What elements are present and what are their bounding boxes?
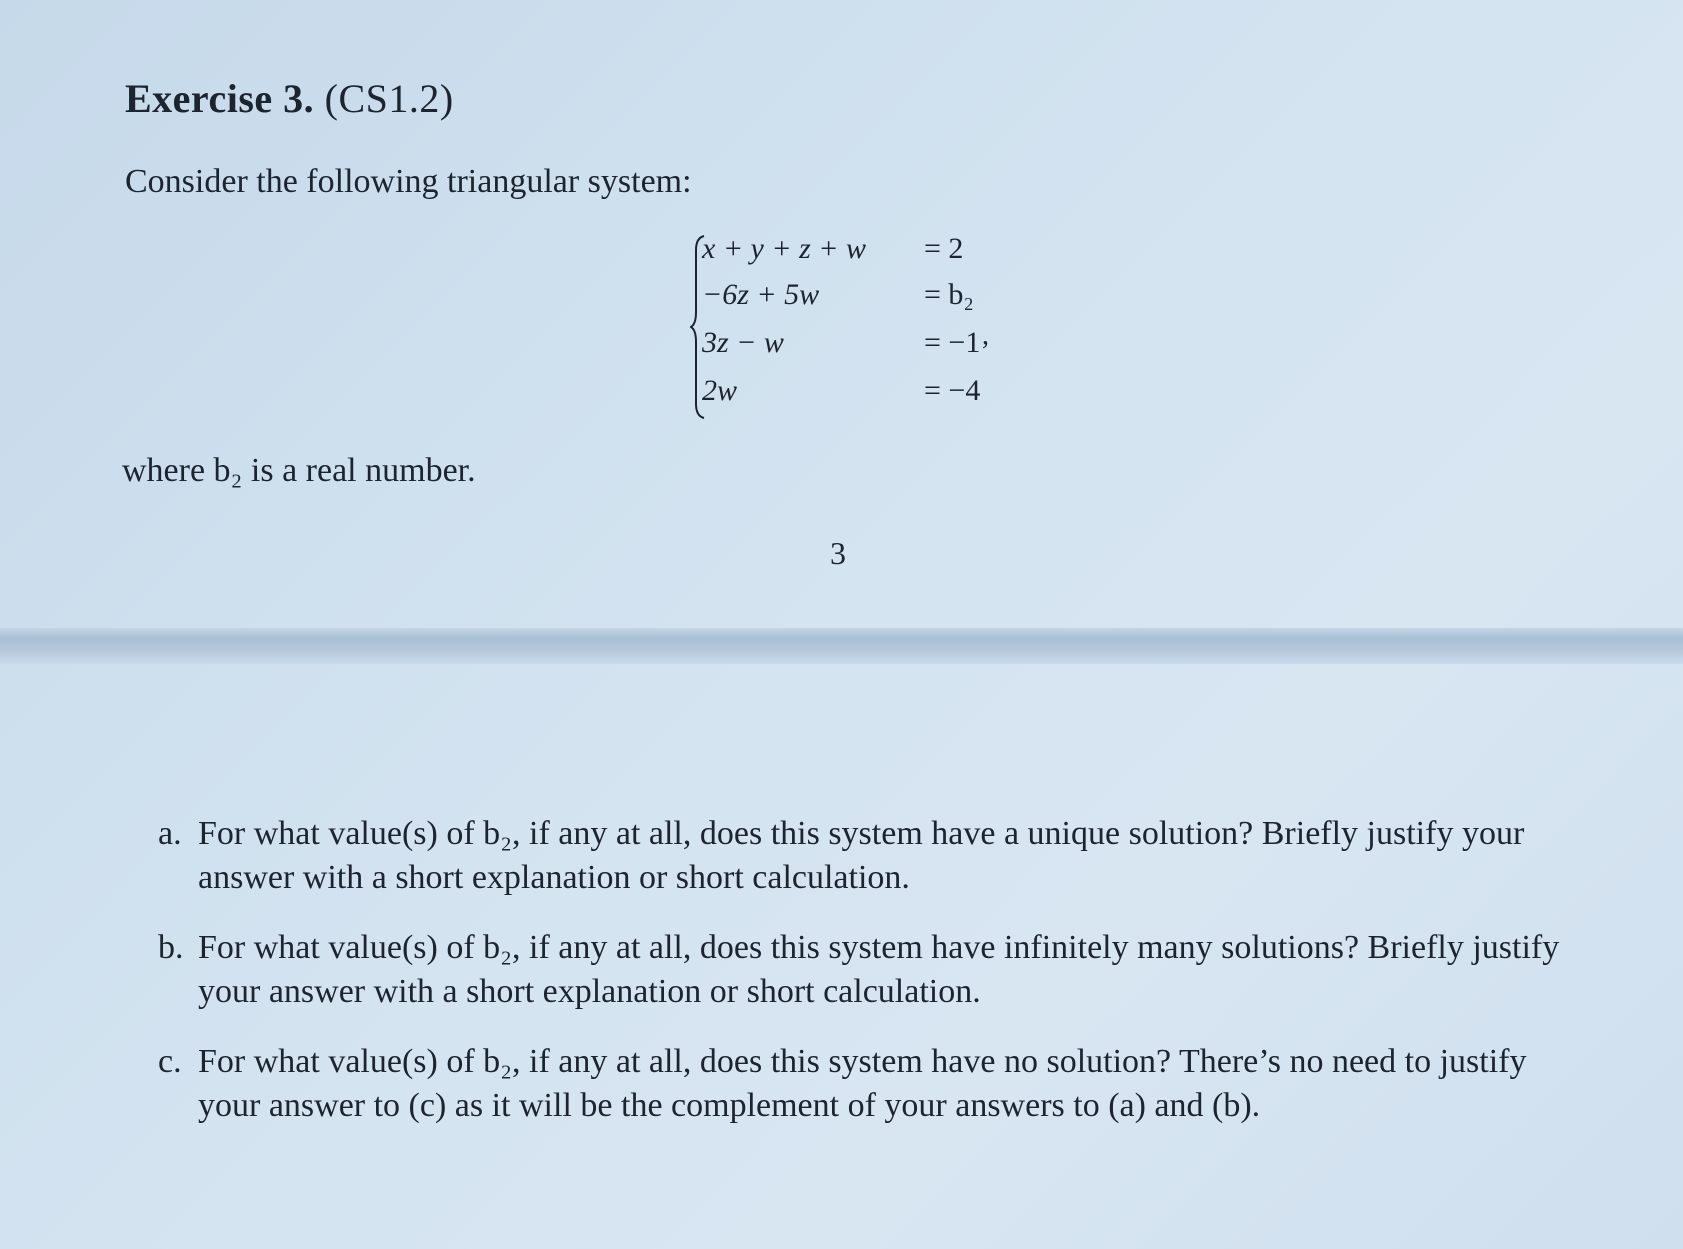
question-a [150, 812, 1580, 900]
question-list [150, 812, 1580, 1154]
question-letter: a. [158, 815, 182, 852]
equation-rhs: = 2 [924, 232, 964, 265]
equation-system [690, 232, 1020, 422]
equation-lhs: −6z + 5w [702, 278, 820, 311]
exercise-label: Exercise 3. [125, 76, 315, 121]
question-letter: c. [158, 1043, 182, 1080]
exercise-title [125, 75, 454, 122]
question-letter: b. [158, 929, 184, 966]
equation-rhs: = b₂ [924, 278, 974, 311]
question-text: For what value(s) of b₂, if any at all, does this system have a unique solution? Briefly justify your answer with a short explanation or short calculation. [198, 815, 1525, 896]
question-text: For what value(s) of b₂, if any at all, does this system have infinitely many solutions? Briefly justify your answer with a short explanation or short calculation. [198, 929, 1560, 1010]
where-text: where b₂ is a real number. [122, 452, 476, 489]
equation-lhs: x + y + z + w [702, 232, 867, 265]
exercise-code: (CS1.2) [324, 76, 454, 121]
system-comma: , [982, 320, 989, 351]
question-text: For what value(s) of b₂, if any at all, does this system have no solution? There’s no need to justify your answer to (c) as it will be the complement of your answers to (a) and (b). [198, 1043, 1527, 1124]
page-number: 3 [830, 535, 846, 571]
question-c [150, 1040, 1580, 1128]
equation-lhs: 2w [702, 374, 738, 407]
intro-text: Consider the following triangular system: [125, 163, 692, 200]
equation-rhs: = −4 [924, 374, 981, 407]
equation-rhs: = −1 [924, 326, 981, 359]
question-b [150, 926, 1580, 1014]
page-break-divider [0, 628, 1683, 664]
equation-lhs: 3z − w [702, 326, 784, 359]
